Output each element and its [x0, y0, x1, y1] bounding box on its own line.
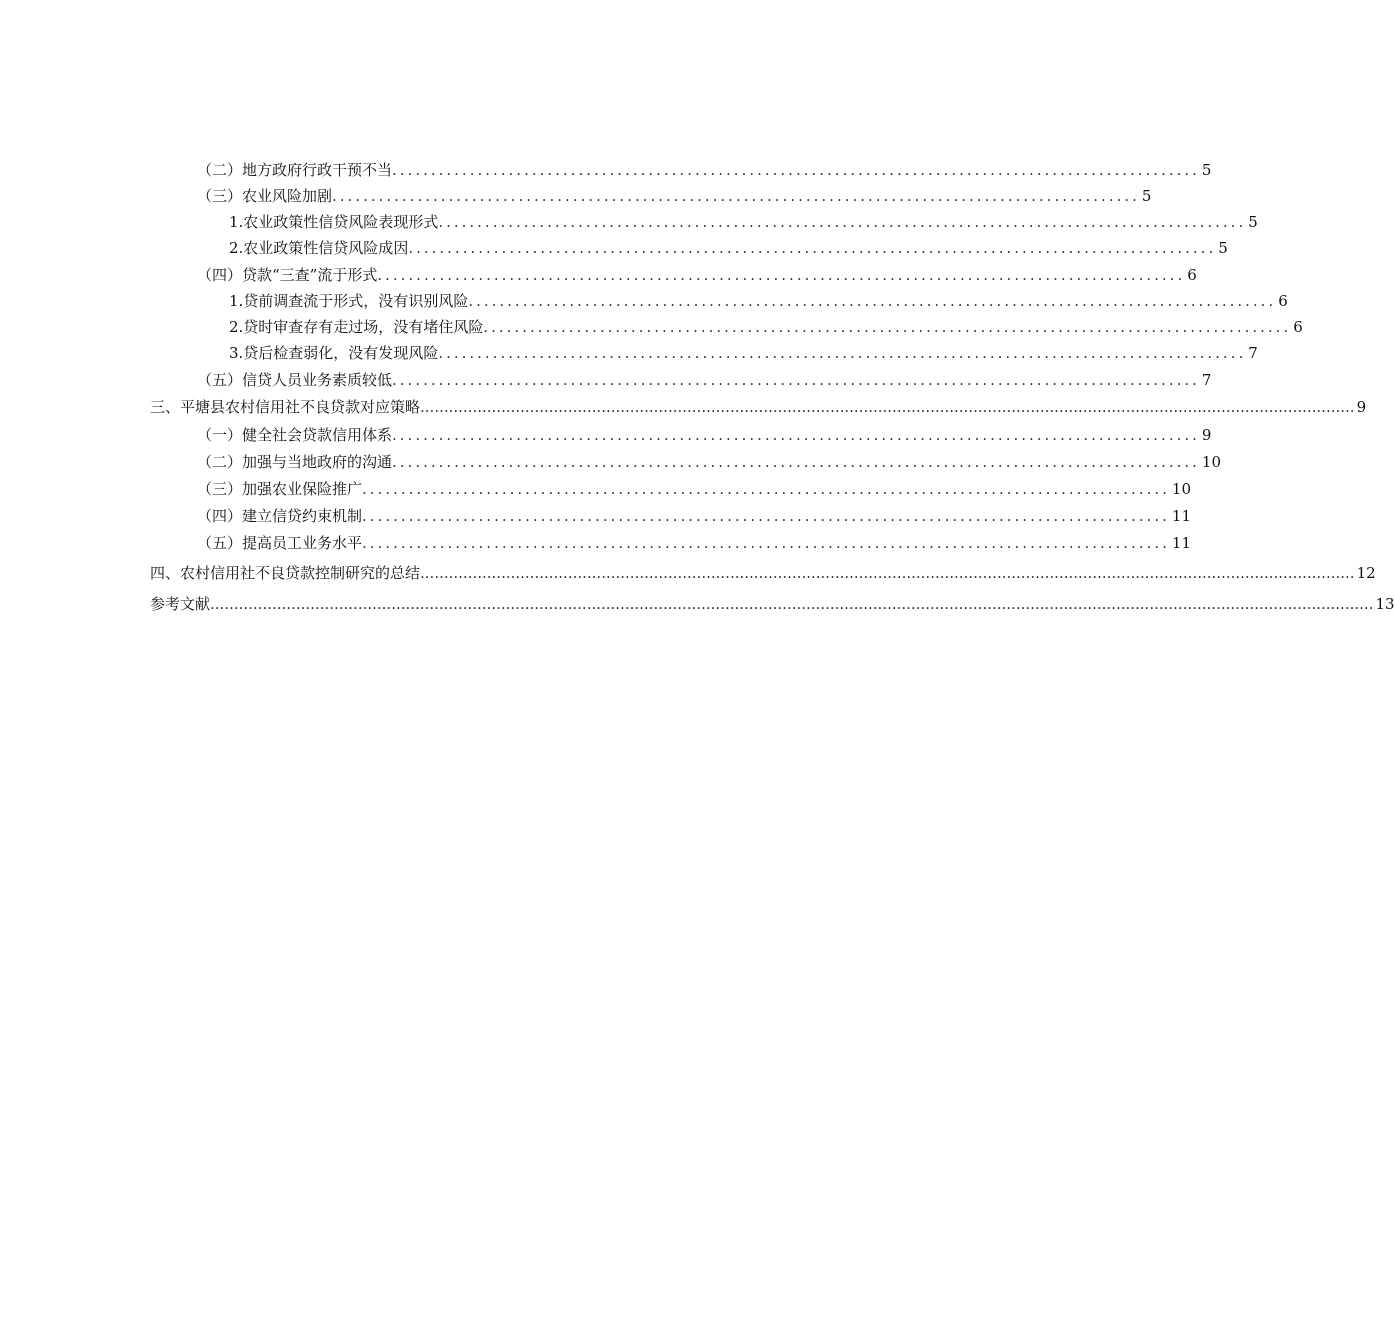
toc-entry[interactable]: [150, 561, 1376, 585]
toc-entry[interactable]: [197, 158, 1212, 182]
toc-entry-title: （三）农业风险加剧: [197, 187, 333, 205]
toc-page-number: 9: [1356, 398, 1367, 416]
toc-leader-dots: ....................................................................................................................................................................................................................................................: [210, 595, 1374, 613]
toc-page-number: 13: [1375, 595, 1395, 613]
toc-entry-title: （五）信贷人员业务素质较低: [197, 371, 393, 389]
toc-leader-dots: ........................................................................................................: [483, 318, 1292, 336]
toc-page-number: 10: [1171, 480, 1191, 498]
toc-leader-dots: ........................................................................................................: [362, 534, 1170, 552]
toc-leader-dots: ........................................................................................................: [362, 480, 1170, 498]
toc-leader-dots: ........................................................................................................: [438, 213, 1247, 231]
toc-entry[interactable]: [229, 341, 1258, 365]
toc-page-number: 6: [1293, 318, 1303, 336]
toc-page-number: 9: [1201, 426, 1212, 444]
toc-entry[interactable]: [229, 289, 1288, 313]
toc-page-number: 11: [1171, 534, 1191, 552]
toc-entry[interactable]: [197, 423, 1212, 447]
toc-entry[interactable]: [197, 477, 1191, 501]
toc-page-number: 6: [1278, 292, 1288, 310]
toc-entry[interactable]: [197, 263, 1197, 287]
toc-leader-dots: ........................................................................................................: [377, 266, 1186, 284]
toc-entry[interactable]: [229, 236, 1228, 260]
toc-entry-title: 参考文献: [150, 595, 211, 613]
toc-page-number: 10: [1201, 453, 1221, 471]
toc-entry-title: （四）贷款“三查”流于形式: [197, 266, 378, 284]
toc-entry-title: 2.农业政策性信贷风险成因: [229, 239, 409, 257]
toc-page-number: 7: [1248, 344, 1258, 362]
toc-leader-dots: ........................................................................................................: [468, 292, 1277, 310]
toc-leader-dots: ........................................................................................................: [392, 426, 1200, 444]
toc-leader-dots: ....................................................................................................................................................................................................: [420, 564, 1355, 582]
toc-entry-title: （一）健全社会贷款信用体系: [197, 426, 393, 444]
toc-entry[interactable]: [197, 184, 1152, 208]
toc-entry-title: 3.贷后检查弱化，没有发现风险: [229, 344, 439, 362]
toc-entry[interactable]: [197, 450, 1221, 474]
toc-leader-dots: ....................................................................................................................................................................................................: [420, 398, 1355, 416]
toc-leader-dots: ........................................................................................................: [408, 239, 1217, 257]
toc-page-number: 5: [1248, 213, 1258, 231]
toc-leader-dots: ........................................................................................................: [392, 371, 1200, 389]
toc-page-number: 6: [1187, 266, 1197, 284]
toc-leader-dots: ........................................................................................................: [392, 161, 1200, 179]
toc-entry-title: （四）建立信贷约束机制: [197, 507, 363, 525]
toc-leader-dots: ........................................................................................................: [438, 344, 1247, 362]
toc-entry-title: 四、农村信用社不良贷款控制研究的总结: [150, 564, 421, 582]
toc-entry-title: 1.贷前调查流于形式，没有识别风险: [229, 292, 469, 310]
toc-entry[interactable]: [150, 592, 1395, 616]
toc-entry-title: 1.农业政策性信贷风险表现形式: [229, 213, 439, 231]
toc-leader-dots: ........................................................................................................: [362, 507, 1170, 525]
toc-page-number: 5: [1201, 161, 1212, 179]
toc-entry-title: 2.贷时审查存有走过场，没有堵住风险: [229, 318, 484, 336]
toc-leader-dots: ........................................................................................................: [332, 187, 1140, 205]
toc-entry-title: （五）提高员工业务水平: [197, 534, 363, 552]
toc-page-number: 5: [1141, 187, 1152, 205]
toc-page-number: 11: [1171, 507, 1191, 525]
toc-page-number: 12: [1356, 564, 1376, 582]
toc-entry-title: （二）地方政府行政干预不当: [197, 161, 393, 179]
toc-entry[interactable]: [229, 210, 1258, 234]
toc-entry[interactable]: [197, 504, 1191, 528]
toc-entry[interactable]: [150, 395, 1367, 419]
toc-leader-dots: ........................................................................................................: [392, 453, 1200, 471]
toc-page-number: 7: [1201, 371, 1212, 389]
toc-entry-title: （二）加强与当地政府的沟通: [197, 453, 393, 471]
toc-entry-title: 三、平塘县农村信用社不良贷款对应策略: [150, 398, 421, 416]
toc-entry-title: （三）加强农业保险推广: [197, 480, 363, 498]
toc-entry[interactable]: [197, 531, 1191, 555]
toc-entry[interactable]: [197, 368, 1212, 392]
toc-page-number: 5: [1218, 239, 1228, 257]
toc-entry[interactable]: [229, 315, 1303, 339]
